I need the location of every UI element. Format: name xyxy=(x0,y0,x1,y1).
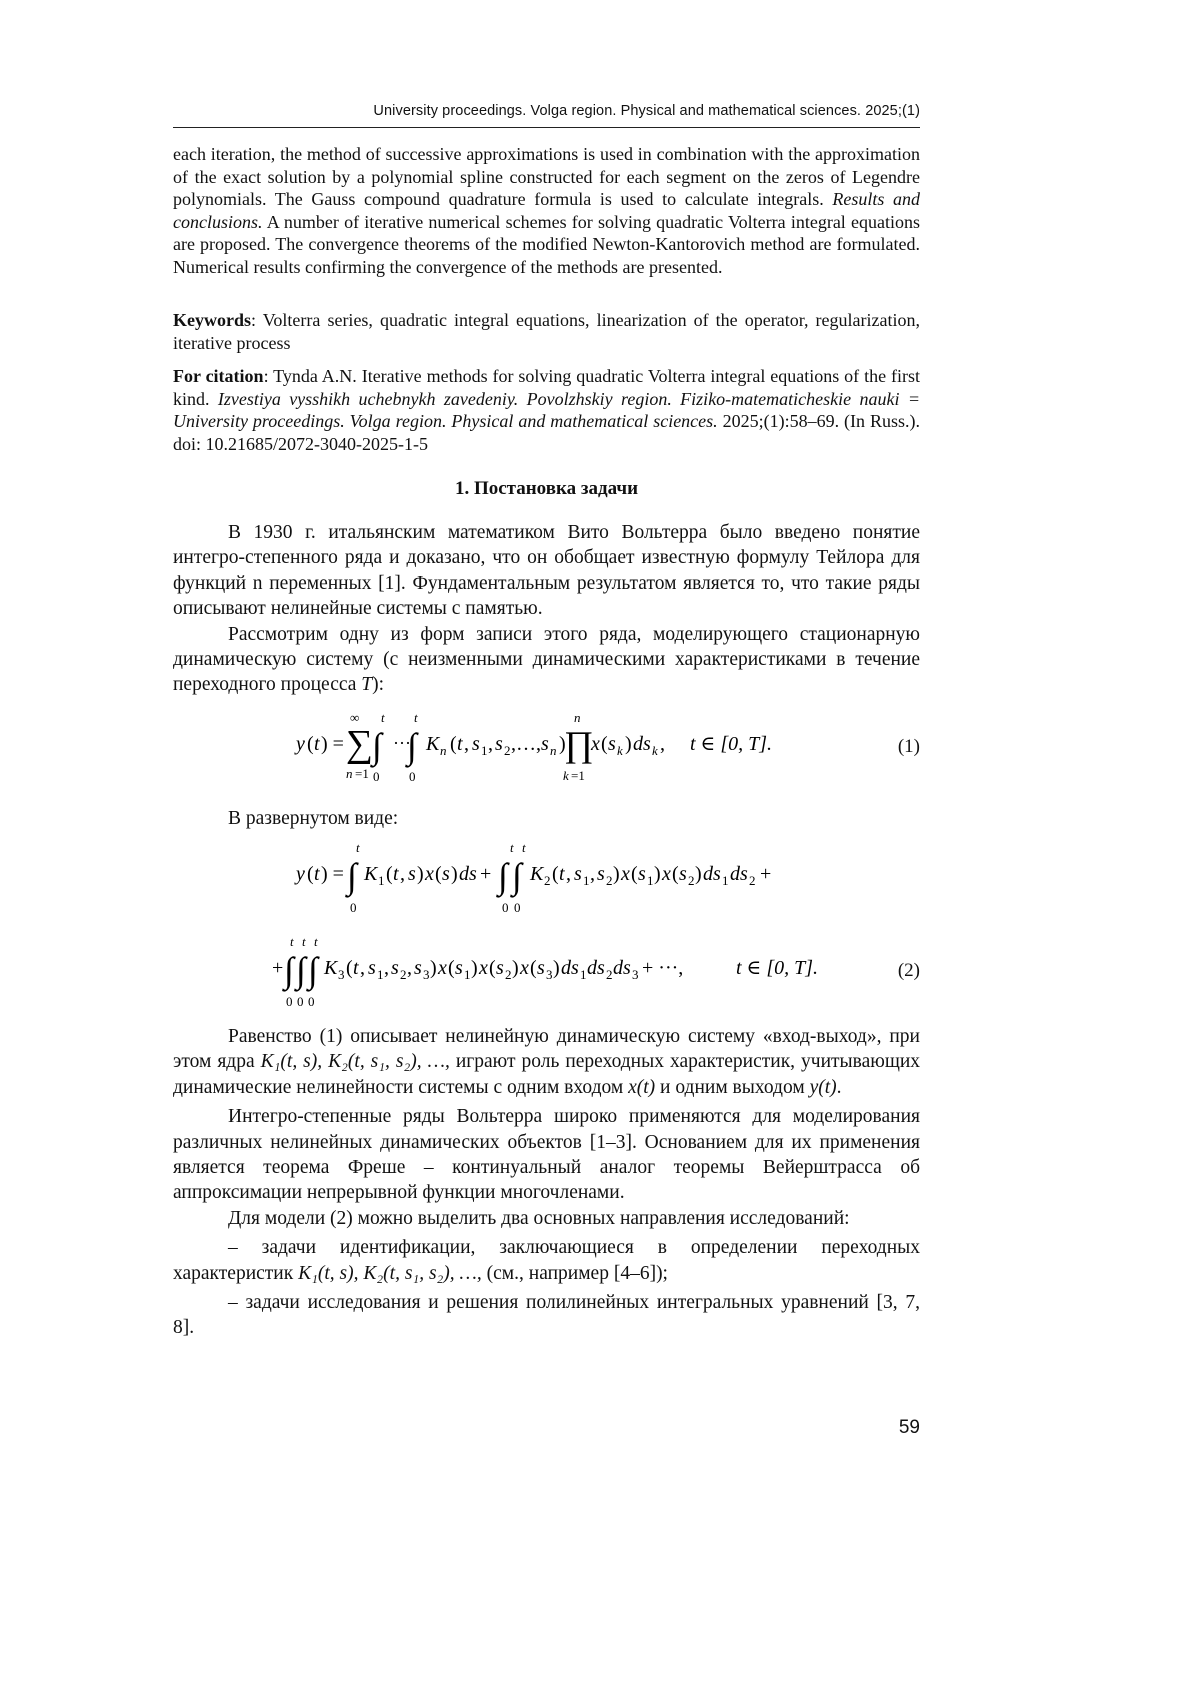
svg-text:t: t xyxy=(381,710,385,725)
svg-text:1: 1 xyxy=(378,873,385,888)
svg-text:s: s xyxy=(368,957,376,979)
svg-text:1: 1 xyxy=(647,873,654,888)
svg-text:ds: ds xyxy=(613,957,631,979)
integral-symbol: ∫ xyxy=(347,856,357,896)
svg-text:ds: ds xyxy=(703,863,721,885)
expanded-intro xyxy=(173,806,920,831)
paragraph-7: – задачи идентификации, заключающиеся в определении переходных характеристик K₁(t, s), K₂(t, s₁, s₂), …, (см., например [4–6]); xyxy=(173,1237,920,1284)
svg-text:K: K xyxy=(426,733,440,755)
equation-2-line-2-svg xyxy=(260,932,840,1014)
svg-text:(: ( xyxy=(448,957,455,979)
svg-text:): ) xyxy=(417,863,424,885)
svg-text:s: s xyxy=(408,863,416,885)
svg-text:K: K xyxy=(530,863,544,885)
results-label: Results and conclusions. xyxy=(173,189,920,232)
svg-text:k: k xyxy=(652,743,658,758)
header-rule xyxy=(173,127,920,128)
equation-1-number: (1) xyxy=(897,736,920,757)
svg-text:1: 1 xyxy=(583,873,590,888)
svg-text:,: , xyxy=(488,733,493,755)
svg-text:2: 2 xyxy=(544,873,551,888)
svg-text:t: t xyxy=(314,934,318,949)
svg-text:s: s xyxy=(679,863,687,885)
svg-text:t: t xyxy=(522,840,526,855)
svg-text:3: 3 xyxy=(423,967,430,982)
svg-text:s: s xyxy=(391,957,399,979)
equation-2-line-1-svg xyxy=(280,838,840,920)
abstract-text-a: each iteration, the method of successive approximations is used in combination with the approximation of the exact solution by a polynomial spline constructed for each segment on the zeros of Legendre polynomials. The Gauss compound quadrature formula is used to calculate integrals. xyxy=(173,144,920,210)
svg-text:2: 2 xyxy=(606,967,613,982)
svg-text:s: s xyxy=(608,733,616,755)
svg-text:s: s xyxy=(638,863,646,885)
svg-text:K: K xyxy=(324,957,338,979)
svg-text:2: 2 xyxy=(688,873,695,888)
svg-text:x: x xyxy=(479,957,488,979)
svg-text:,: , xyxy=(464,733,469,755)
paragraph-2: Рассмотрим одну из форм записи этого ряда, моделирующего стационарную динамическую систему (с неизменными динамическими характеристиками в течение переходного процесса T): xyxy=(173,623,920,696)
svg-text:(: ( xyxy=(489,957,496,979)
inline-kernels-2: K₁(t, s), K₂(t, s₁, s₂), …, xyxy=(298,1262,482,1284)
svg-text:): ) xyxy=(695,863,702,885)
svg-text:y: y xyxy=(296,863,305,885)
svg-text:): ) xyxy=(512,957,519,979)
svg-text:(: ( xyxy=(552,863,559,885)
equation-1 xyxy=(280,708,840,788)
svg-text:): ) xyxy=(613,863,620,885)
svg-text:0: 0 xyxy=(409,769,416,784)
discussion-paragraphs xyxy=(173,1024,920,1341)
svg-text:n: n xyxy=(550,743,557,758)
svg-text:3: 3 xyxy=(632,967,639,982)
sum-symbol: ∑ xyxy=(346,723,374,765)
citation-label: For citation xyxy=(173,366,264,386)
svg-text:n: n xyxy=(440,743,447,758)
integral-symbol: ∫ xyxy=(498,856,508,896)
svg-text:t: t xyxy=(302,934,306,949)
svg-text:s: s xyxy=(414,957,422,979)
integral-symbol: ∫ xyxy=(284,950,294,990)
svg-text:+: + xyxy=(760,863,772,885)
svg-text:(: ( xyxy=(307,733,314,755)
eq1-lhs: y xyxy=(296,733,305,755)
svg-text:t: t xyxy=(290,934,294,949)
svg-text:): ) xyxy=(654,863,661,885)
svg-text:) =: ) = xyxy=(321,733,344,755)
svg-text:2: 2 xyxy=(504,743,511,758)
svg-text:+: + xyxy=(480,863,492,885)
paragraph-5: Интегро-степенные ряды Вольтерра широко применяются для моделирования различных нелинейных динамических объектов [1–3]. Основанием для их применения является теорема Фреше – континуальный аналог теоремы Вейерштрасса об аппроксимации непрерывной функции многочленами. xyxy=(173,1106,920,1204)
svg-text:s: s xyxy=(495,733,503,755)
svg-text:0: 0 xyxy=(502,900,509,915)
svg-text:2: 2 xyxy=(505,967,512,982)
svg-text:,: , xyxy=(590,863,595,885)
svg-text:0: 0 xyxy=(514,900,521,915)
svg-text:): ) xyxy=(471,957,478,979)
svg-text:s: s xyxy=(442,863,450,885)
svg-text:3: 3 xyxy=(338,967,345,982)
equation-2-line-2 xyxy=(260,932,840,1014)
svg-text:ds: ds xyxy=(587,957,605,979)
svg-text:s: s xyxy=(496,957,504,979)
svg-text:0: 0 xyxy=(308,994,315,1009)
svg-text:2: 2 xyxy=(400,967,407,982)
svg-text:=1: =1 xyxy=(571,768,585,783)
citation-block xyxy=(173,365,920,455)
svg-text:t: t xyxy=(314,863,320,885)
citation-text-b: 2025;(1):58–69. (In Russ.). doi: 10.21685/2072-3040-2025-1-5 xyxy=(173,411,920,454)
inline-y: y(t) xyxy=(809,1076,837,1098)
citation-journal: Izvestiya vysshikh uchebnykh zavedeniy. Povolzhskiy region. Fiziko-matematicheskie nauki = University proceedings. Volga region. Physical and mathematical sciences. xyxy=(173,388,920,432)
keywords-text: : Volterra series, quadratic integral equations, linearization of the operator, regularization, iterative process xyxy=(173,310,920,353)
integral-symbol: ∫ xyxy=(407,726,417,766)
svg-text:1: 1 xyxy=(464,967,471,982)
svg-text:t: t xyxy=(314,733,320,755)
keywords-label: Keywords xyxy=(173,310,251,330)
svg-text:+: + xyxy=(272,957,284,979)
svg-text:x: x xyxy=(520,957,529,979)
svg-text:(: ( xyxy=(307,863,314,885)
svg-text:k: k xyxy=(563,768,569,783)
svg-text:t: t xyxy=(353,957,359,979)
svg-text:ds: ds xyxy=(561,957,579,979)
svg-text:(: ( xyxy=(601,733,608,755)
svg-text:n: n xyxy=(346,766,353,781)
svg-text:1: 1 xyxy=(722,873,729,888)
svg-text:2: 2 xyxy=(749,873,756,888)
eq1-range: t ∈ [0, T]. xyxy=(690,733,773,755)
integral-symbol: ∫ xyxy=(308,950,318,990)
inline-x: x(t) xyxy=(628,1076,656,1098)
svg-text:k: k xyxy=(617,743,623,758)
eq2-range: t ∈ [0, T]. xyxy=(736,957,819,979)
svg-text:···: ··· xyxy=(393,733,411,753)
svg-text:t: t xyxy=(457,733,463,755)
paragraph-4: Равенство (1) описывает нелинейную динамическую систему «вход-выход», при этом ядра K₁(t, s), K₂(t, s₁, s₂), …, играют роль переходных характеристик, учитывающих динамические нелинейности системы с одним входом x(t) и одним выходом y(t). xyxy=(173,1026,921,1098)
keywords-block xyxy=(173,309,920,354)
svg-text:(: ( xyxy=(346,957,353,979)
svg-text:): ) xyxy=(559,733,566,755)
svg-text:(: ( xyxy=(386,863,393,885)
svg-text:s: s xyxy=(537,957,545,979)
paragraph-8: – задачи исследования и решения полилинейных интегральных уравнений [3, 7, 8]. xyxy=(173,1292,920,1339)
svg-text:K: K xyxy=(364,863,378,885)
svg-text:x: x xyxy=(425,863,434,885)
svg-text:ds: ds xyxy=(633,733,651,755)
equation-2-number: (2) xyxy=(897,960,920,981)
svg-text:x: x xyxy=(438,957,447,979)
svg-text:0: 0 xyxy=(286,994,293,1009)
svg-text:,: , xyxy=(407,957,412,979)
svg-text:) =: ) = xyxy=(321,863,344,885)
svg-text:1: 1 xyxy=(377,967,384,982)
svg-text:): ) xyxy=(451,863,458,885)
svg-text:s: s xyxy=(472,733,480,755)
svg-text:,: , xyxy=(660,733,665,755)
svg-text:x: x xyxy=(621,863,630,885)
running-header: University proceedings. Volga region. Physical and mathematical sciences. 2025;(1) xyxy=(373,103,920,119)
svg-text:∞: ∞ xyxy=(350,710,360,725)
equation-1-svg xyxy=(280,708,840,788)
svg-text:(: ( xyxy=(435,863,442,885)
svg-text:t: t xyxy=(393,863,399,885)
svg-text:=1: =1 xyxy=(355,766,369,781)
svg-text:,: , xyxy=(400,863,405,885)
paragraph-3: В развернутом виде: xyxy=(228,808,399,829)
section-title: 1. Постановка задачи xyxy=(454,478,639,499)
product-symbol: ∏ xyxy=(564,724,594,764)
svg-text:n: n xyxy=(574,710,581,725)
svg-text:(: ( xyxy=(450,733,457,755)
svg-text:): ) xyxy=(625,733,632,755)
svg-text:0: 0 xyxy=(350,900,357,915)
svg-text:t: t xyxy=(356,840,360,855)
paragraph-6: Для модели (2) можно выделить два основных направления исследований: xyxy=(228,1207,850,1229)
svg-text:,: , xyxy=(360,957,365,979)
svg-text:ds: ds xyxy=(730,863,748,885)
svg-text:1: 1 xyxy=(481,743,488,758)
svg-text:s: s xyxy=(574,863,582,885)
svg-text:,…,: ,…, xyxy=(511,733,541,755)
svg-text:): ) xyxy=(430,957,437,979)
svg-text:,: , xyxy=(566,863,571,885)
inline-kernels: K₁(t, s), K₂(t, s₁, s₂), …, xyxy=(260,1051,450,1073)
paragraph-1: В 1930 г. итальянским математиком Вито Вольтерра было введено понятие интегро-степенного ряда и доказано, что он обобщает известную формулу Тейлора для функций n переменных [1]. Фундаментальным результатом является то, что такие ряды описывают нелинейные системы с памятью. xyxy=(173,522,920,620)
integral-symbol: ∫ xyxy=(372,726,382,766)
integral-symbol: ∫ xyxy=(512,856,522,896)
svg-text:t: t xyxy=(559,863,565,885)
abstract-text-b: A number of iterative numerical schemes for solving quadratic Volterra integral equations are proposed. The convergence theorems of the modified Newton-Kantorovich method are formulated. Numerical results confirming the convergence of the methods are presented. xyxy=(173,211,920,277)
svg-text:(: ( xyxy=(530,957,537,979)
page-number: 59 xyxy=(898,1417,920,1438)
svg-text:+ ···,: + ···, xyxy=(642,957,684,979)
svg-text:ds: ds xyxy=(459,863,477,885)
svg-text:(: ( xyxy=(631,863,638,885)
equation-2-line-1 xyxy=(280,838,840,920)
citation-text-a: : Tynda A.N. Iterative methods for solving quadratic Volterra integral equations of the first kind. xyxy=(173,366,920,409)
abstract-continuation xyxy=(173,143,920,279)
svg-text:x: x xyxy=(591,733,600,755)
svg-text:t: t xyxy=(510,840,514,855)
intro-paragraphs xyxy=(173,520,920,698)
svg-text:): ) xyxy=(553,957,560,979)
svg-text:x: x xyxy=(662,863,671,885)
svg-text:2: 2 xyxy=(606,873,613,888)
svg-text:s: s xyxy=(597,863,605,885)
svg-text:(: ( xyxy=(672,863,679,885)
svg-text:0: 0 xyxy=(297,994,304,1009)
svg-text:s: s xyxy=(541,733,549,755)
integral-symbol: ∫ xyxy=(296,950,306,990)
svg-text:3: 3 xyxy=(546,967,553,982)
svg-text:,: , xyxy=(384,957,389,979)
svg-text:s: s xyxy=(455,957,463,979)
svg-text:1: 1 xyxy=(580,967,587,982)
svg-text:t: t xyxy=(414,710,418,725)
svg-text:0: 0 xyxy=(373,769,380,784)
